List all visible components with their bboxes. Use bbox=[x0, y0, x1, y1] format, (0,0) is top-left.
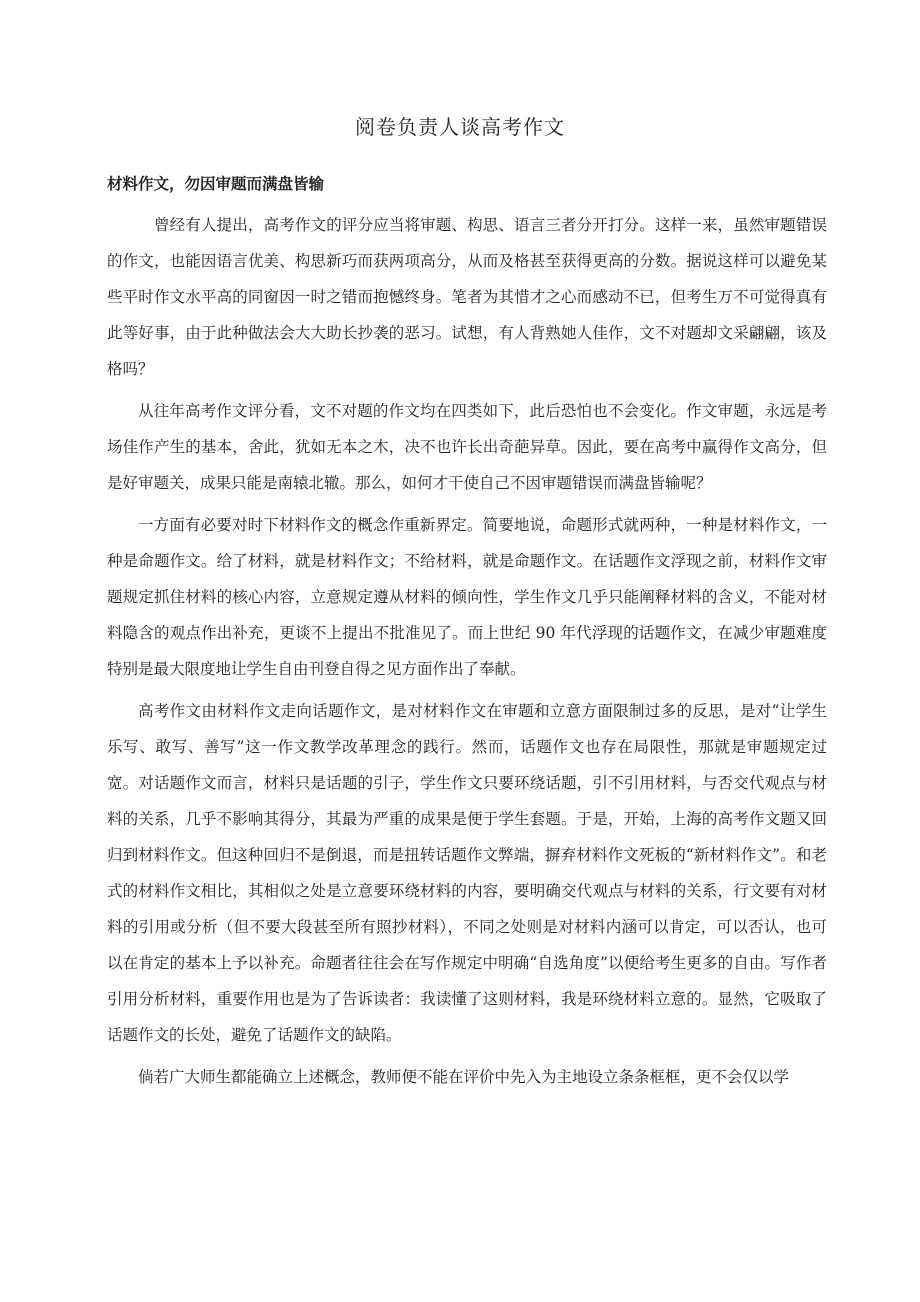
paragraph-5: 倘若广大师生都能确立上述概念，教师便不能在评价中先入为主地设立条条框框，更不会仅以学 bbox=[138, 1068, 790, 1086]
section-heading: 材料作文，勿因审题而满盘皆输 bbox=[107, 174, 325, 193]
document-title: 阅卷负责人谈高考作文 bbox=[355, 115, 565, 139]
paragraph-4: 高考作文由材料作文走向话题作文，是对材料作文在审题和立意方面限制过多的反思，是对“让学生乐写、敢写、善写”这一作文教学改革理念的践行。然而，话题作文也存在局限性，那就是审题规定过宽。对话题作文而言，材料只是话题的引子，学生作文只要环绕话题，引不引用材料，与否交代观点与材料的关系，几乎不影响其得分，其最为严重的成果是便于学生套题。于是，开始，上海的高考作文题又回归到材料作文。但这种回归不是倒退，而是扭转话题作文弊端，摒弃材料作文死板的“新材料作文”。和老式的材料作文相比，其相似之处是立意要环绕材料的内容，要明确交代观点与材料的关系，行文要有对材料的引用或分析（但不要大段甚至所有照抄材料），不同之处则是对材料内涵可以肯定，可以否认，也可以在肯定的基本上予以补充。命题者往往会在写作规定中明确“自选角度”以便给考生更多的自由。写作者引用分析材料，重要作用也是为了告诉读者：我读懂了这则材料，我是环绕材料立意的。显然，它吸取了话题作文的长处，避免了话题作文的缺陷。 bbox=[107, 702, 827, 1044]
paragraph-3: 一方面有必要对时下材料作文的概念作重新界定。简要地说，命题形式就两种，一种是材料作文，一种是命题作文。给了材料，就是材料作文；不给材料，就是命题作文。在话题作文浮现之前，材料作文审题规定抓住材料的核心内容，立意规定遵从材料的倾向性，学生作文几乎只能阐释材料的含义，不能对材料隐含的观点作出补充，更谈不上提出不批准见了。而上世纪 90 年代浮现的话题作文，在减少审题难度特别是最大限度地让学生自由刊登自得之见方面作出了奉献。 bbox=[107, 516, 827, 678]
paragraph-1: 曾经有人提出，高考作文的评分应当将审题、构思、语言三者分开打分。这样一来，虽然审题错误的作文，也能因语言优美、构思新巧而获两项高分，从而及格甚至获得更高的分数。据说这样可以避免某些平时作文水平高的同窗因一时之错而抱憾终身。笔者为其惜才之心而感动不已，但考生万不可觉得真有此等好事，由于此种做法会大大助长抄袭的恶习。试想，有人背熟她人佳作，文不对题却文采翩翩，该及格吗？ bbox=[107, 216, 827, 378]
paragraph-2: 从往年高考作文评分看，文不对题的作文均在四类如下，此后恐怕也不会变化。作文审题，永远是考场佳作产生的基本，舍此，犹如无本之木，决不也许长出奇葩异草。因此，要在高考中赢得作文高分，但是好审题关，成果只能是南辕北辙。那么，如何才干使自己不因审题错误而满盘皆输呢？ bbox=[107, 402, 827, 492]
article-body bbox=[107, 207, 827, 1095]
